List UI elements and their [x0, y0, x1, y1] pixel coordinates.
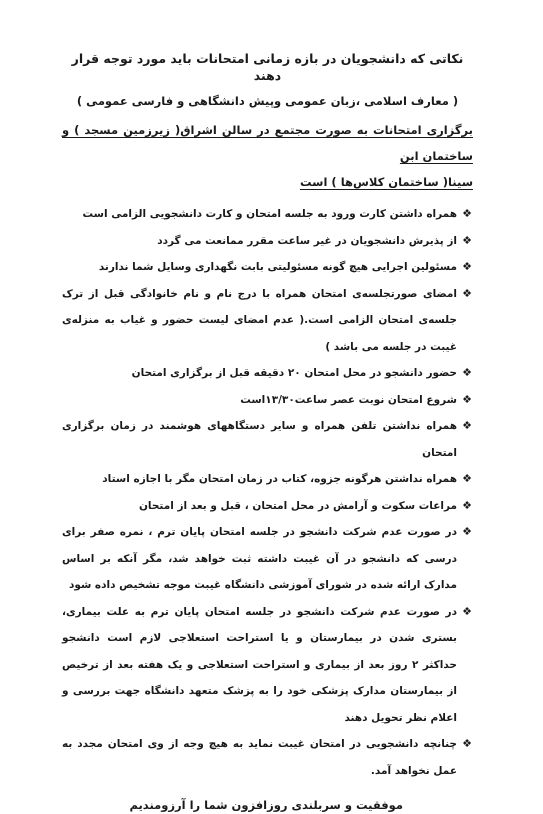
diamond-bullet-icon: ❖	[462, 366, 472, 379]
venue-notice	[62, 117, 473, 195]
list-item-text: حضور دانشجو در محل امتحان ۲۰ دقیقه قبل از برگزاری امتحان	[131, 367, 457, 379]
list-item-text: همراه داشتن کارت ورود به جلسه امتحان و کارت دانشجویی الزامی است	[82, 208, 457, 220]
list-item-text: همراه نداشتن هرگونه جزوه، کتاب در زمان امتحان مگر با اجازه استاد	[102, 473, 457, 485]
diamond-bullet-icon: ❖	[462, 419, 472, 432]
list-item-text: شروع امتحان نوبت عصر ساعت۱۳/۳۰است	[240, 393, 457, 406]
diamond-bullet-icon: ❖	[462, 525, 472, 538]
venue-notice-line-2: سینا( ساختمان کلاس‌ها ) است	[300, 175, 473, 189]
closing-text: موفقیت و سربلندی روزافزون شما را آرزومندیم	[129, 798, 403, 812]
list-item	[62, 201, 473, 228]
list-item-text: همراه نداشتن تلفن همراه و سایر دستگاههای هوشمند در زمان برگزاری امتحان	[62, 420, 457, 459]
rules-list	[62, 201, 473, 784]
diamond-bullet-icon: ❖	[462, 604, 472, 618]
diamond-bullet-icon: ❖	[462, 207, 472, 220]
venue-notice-line-1: برگزاری امتحانات به صورت مجتمع در سالن اشراق( زیرزمین مسجد ) و ساختمان ابن	[62, 123, 473, 163]
list-item-text: امضای صورتجلسه‌ی امتحان همراه با درج نام و نام خانوادگی قبل از ترک جلسه‌ی امتحان الزامی است.( عدم امضای لیست حضور و غیاب به منزله‌ی غیبت در جلسه می باشد )	[62, 287, 457, 353]
list-item	[62, 387, 473, 414]
list-item-text: در صورت عدم شرکت دانشجو در جلسه امتحان پایان ترم ، نمره صفر برای درسی که دانشجو در آن غیبت داشته ثبت خواهد شد، مگر آنکه بر اساس مدارک ارائه شده در شورای آموزشی دانشگاه غیبت موجه تشخیص داده شود	[62, 526, 457, 591]
diamond-bullet-icon: ❖	[462, 392, 472, 406]
list-item-text: در صورت عدم شرکت دانشجو در جلسه امتحان پایان ترم به علت بیماری، بستری شدن در بیمارستان و یا استراحت استعلاجی لازم است دانشجو حداکثر ۲ روز بعد از بیماری و استراحت استعلاجی و یک هفته بعد از ترخیص از بیمارستان مدارک پزشکی خود را به پزشک متعهد دانشگاه جهت بررسی و اعلام نظر تحویل دهند	[62, 605, 457, 724]
list-item	[62, 413, 473, 466]
list-item	[62, 466, 473, 493]
list-item-text: مسئولین اجرایی هیچ گونه مسئولیتی بابت نگهداری وسایل شما ندارند	[98, 261, 457, 273]
list-item	[62, 281, 473, 361]
list-item-text: از پذیرش دانشجویان در غیر ساعت مقرر ممانعت می گردد	[157, 234, 457, 247]
list-item	[62, 254, 473, 281]
list-item	[62, 519, 473, 599]
diamond-bullet-icon: ❖	[462, 737, 472, 750]
diamond-bullet-icon: ❖	[462, 286, 472, 300]
diamond-bullet-icon: ❖	[462, 260, 472, 273]
diamond-bullet-icon: ❖	[462, 472, 472, 485]
document-subtitle: ( معارف اسلامی ،زبان عمومی وپیش دانشگاهی و فارسی عمومی )	[76, 94, 459, 108]
list-item-text: چنانچه دانشجویی در امتحان غیبت نماید به هیچ وجه از وی امتحان مجدد به عمل نخواهد آمد.	[62, 738, 457, 777]
list-item	[62, 599, 473, 732]
list-item	[62, 228, 473, 255]
list-item	[62, 731, 473, 784]
diamond-bullet-icon: ❖	[462, 233, 472, 247]
list-item	[62, 493, 473, 520]
list-item	[62, 360, 473, 387]
list-item-text: مراعات سکوت و آرامش در محل امتحان ، قبل و بعد از امتحان	[138, 499, 457, 512]
diamond-bullet-icon: ❖	[462, 498, 472, 512]
document-title: نکاتی که دانشجویان در بازه زمانی امتحانات باید مورد توجه قرار دهند	[71, 51, 464, 83]
